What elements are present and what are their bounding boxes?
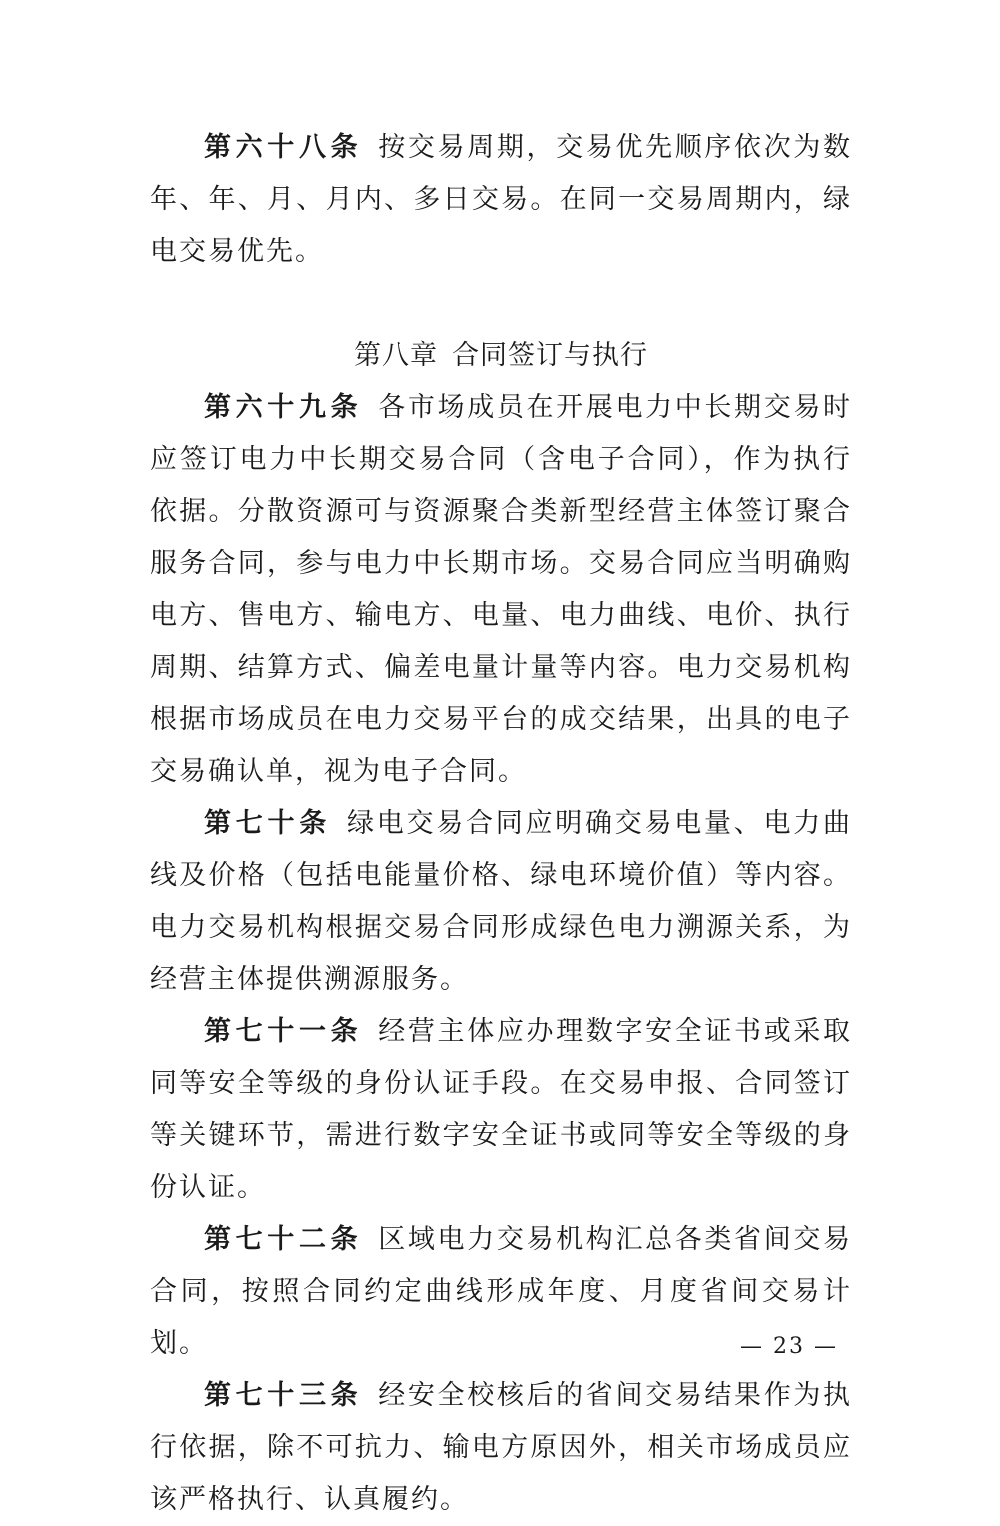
article-number: 第七十二条 [204,1224,363,1255]
article-69 [150,382,852,798]
page-number: — 23 — [740,1334,838,1359]
document-page [150,122,852,1526]
article-text: 各市场成员在开展电力中长期交易时应签订电力中长期交易合同（含电子合同），作为执行依据。分散资源可与资源聚合类新型经营主体签订聚合服务合同，参与电力中长期市场。交易合同应当明确购电方、售电方、输电方、电量、电力曲线、电价、执行周期、结算方式、偏差电量计量等内容。电力交易机构根据市场成员在电力交易平台的成交结果，出具的电子交易确认单，视为电子合同。 [150,392,852,787]
chapter-heading [150,330,852,382]
chapter-label: 第八章 [354,340,438,371]
article-number: 第六十九条 [204,392,363,423]
chapter-name: 合同签订与执行 [452,340,648,371]
article-71 [150,1006,852,1214]
article-73 [150,1370,852,1526]
article-70 [150,798,852,1006]
article-number: 第七十一条 [204,1016,363,1047]
article-text: 经营主体应办理数字安全证书或采取同等安全等级的身份认证手段。在交易申报、合同签订等关键环节，需进行数字安全证书或同等安全等级的身份认证。 [150,1016,852,1203]
article-number: 第七十三条 [204,1380,363,1411]
article-text: 区域电力交易机构汇总各类省间交易合同，按照合同约定曲线形成年度、月度省间交易计划。 [150,1224,852,1359]
article-68 [150,122,852,278]
article-text: 经安全校核后的省间交易结果作为执行依据，除不可抗力、输电方原因外，相关市场成员应该严格执行、认真履约。 [150,1380,852,1515]
article-text: 按交易周期，交易优先顺序依次为数年、年、月、月内、多日交易。在同一交易周期内，绿电交易优先。 [150,132,852,267]
article-number: 第七十条 [204,808,331,839]
article-text: 绿电交易合同应明确交易电量、电力曲线及价格（包括电能量价格、绿电环境价值）等内容。电力交易机构根据交易合同形成绿色电力溯源关系，为经营主体提供溯源服务。 [150,808,852,995]
article-number: 第六十八条 [204,132,363,163]
